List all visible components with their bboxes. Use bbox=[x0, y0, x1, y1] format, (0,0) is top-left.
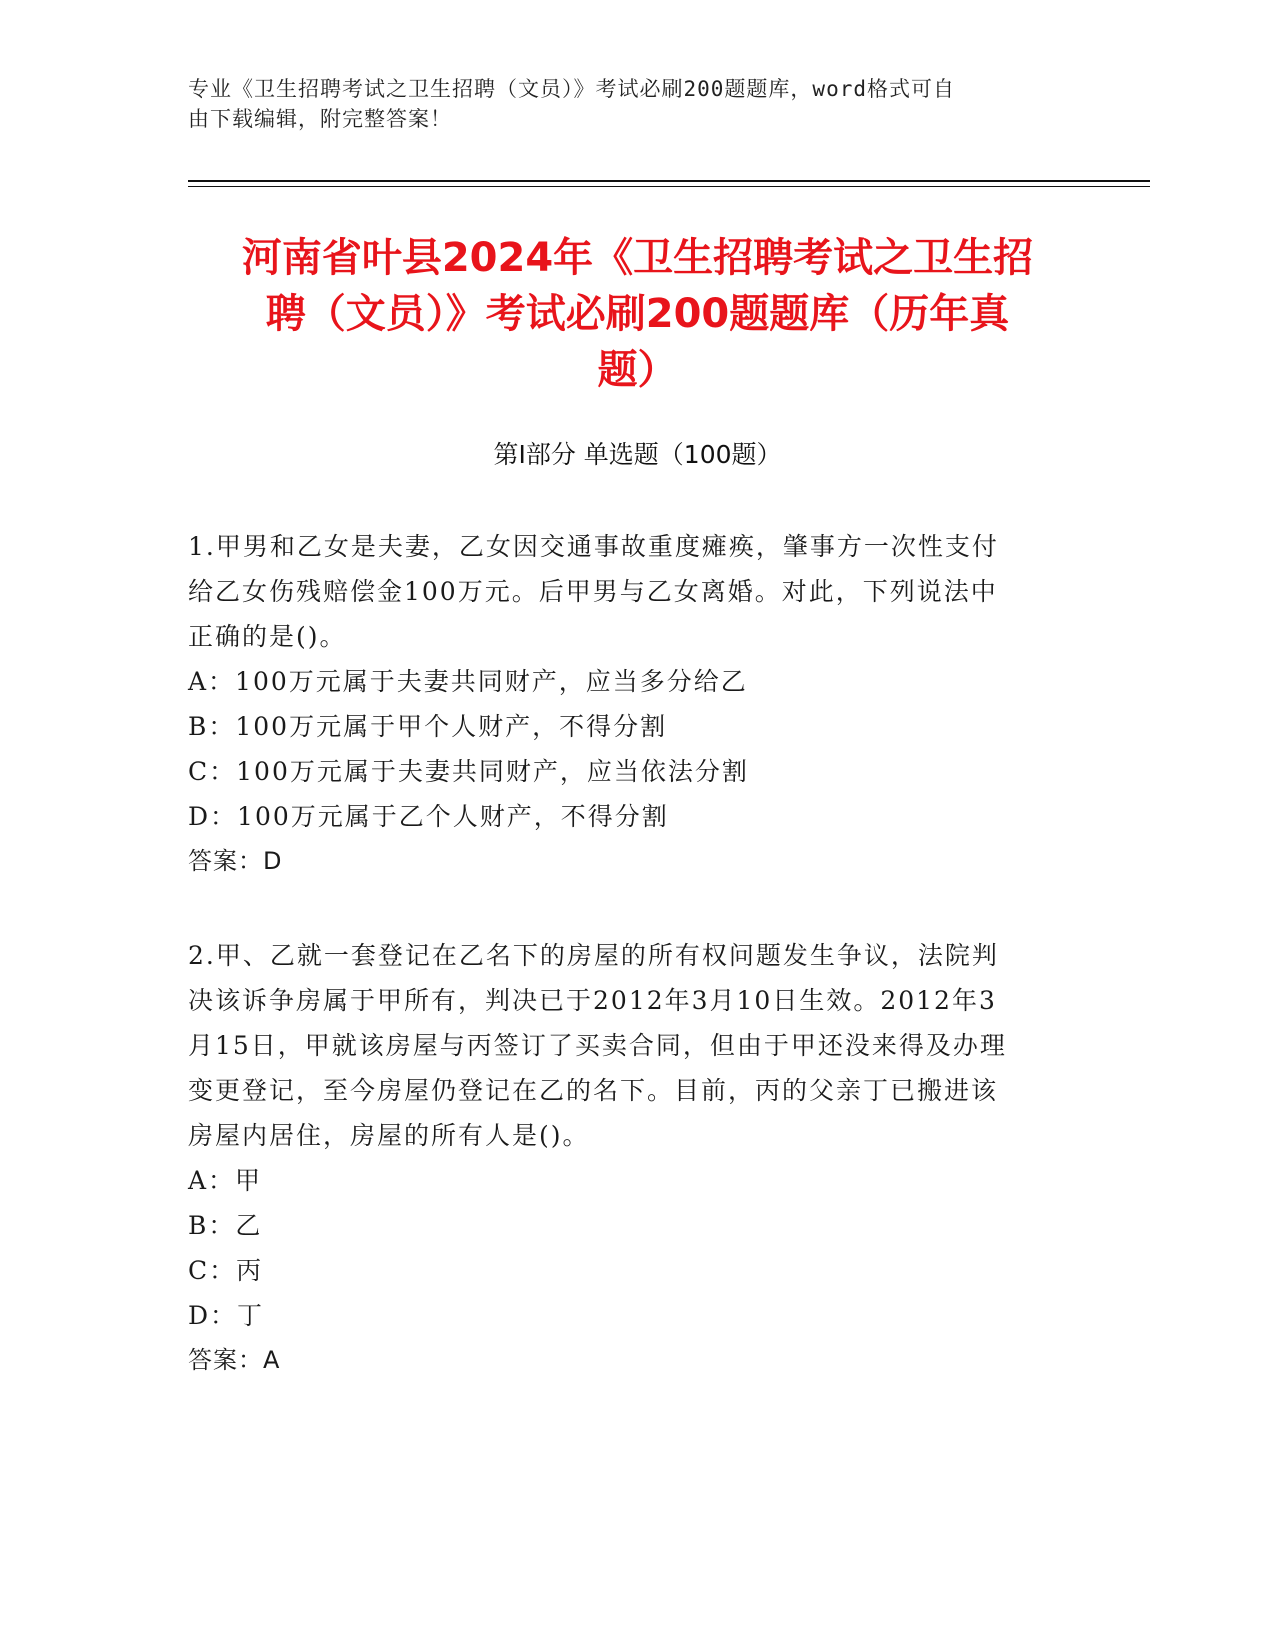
question-stem-line: 变更登记，至今房屋仍登记在乙的名下。目前，丙的父亲丁已搬进该 bbox=[188, 1076, 999, 1105]
title-line-1: 河南省叶县2024年《卫生招聘考试之卫生招 bbox=[241, 235, 1034, 281]
option-b: B：100万元属于甲个人财产，不得分割 bbox=[188, 712, 668, 741]
header-rule-thin bbox=[188, 186, 1150, 187]
question-2 bbox=[188, 933, 1068, 1383]
option-a: A：100万元属于夫妻共同财产，应当多分给乙 bbox=[188, 667, 748, 696]
document-title bbox=[180, 230, 1095, 398]
question-stem-line: 正确的是()。 bbox=[188, 622, 347, 651]
answer-text: 答案：A bbox=[188, 1346, 281, 1374]
section-heading: 第Ⅰ部分 单选题（100题） bbox=[493, 440, 782, 469]
question-stem-line: 1.甲男和乙女是夫妻，乙女因交通事故重度瘫痪，肇事方一次性支付 bbox=[188, 532, 999, 561]
title-line-3: 题） bbox=[597, 347, 678, 393]
option-c: C：100万元属于夫妻共同财产，应当依法分割 bbox=[188, 757, 749, 786]
question-stem-line: 给乙女伤残赔偿金100万元。后甲男与乙女离婚。对此，下列说法中 bbox=[188, 577, 998, 606]
option-b: B：乙 bbox=[188, 1211, 263, 1240]
option-a: A：甲 bbox=[188, 1166, 263, 1195]
title-line-2: 聘（文员）》考试必刷200题题库（历年真 bbox=[265, 291, 1010, 337]
question-stem-line: 决该诉争房属于甲所有，判决已于2012年3月10日生效。2012年3 bbox=[188, 986, 997, 1015]
question-stem-line: 2.甲、乙就一套登记在乙名下的房屋的所有权问题发生争议，法院判 bbox=[188, 941, 999, 970]
question-1 bbox=[188, 524, 1068, 884]
intro-line-1: 专业《卫生招聘考试之卫生招聘（文员）》考试必刷200题题库，word格式可自 bbox=[188, 77, 955, 101]
intro-text bbox=[188, 74, 1068, 134]
header-rule-thick bbox=[188, 180, 1150, 182]
question-stem-line: 月15日，甲就该房屋与丙签订了买卖合同，但由于甲还没来得及办理 bbox=[188, 1031, 1007, 1060]
option-d: D：丁 bbox=[188, 1301, 265, 1330]
intro-line-2: 由下载编辑，附完整答案！ bbox=[188, 107, 452, 131]
option-d: D：100万元属于乙个人财产，不得分割 bbox=[188, 802, 669, 831]
question-stem-line: 房屋内居住，房屋的所有人是()。 bbox=[188, 1121, 590, 1150]
option-c: C：丙 bbox=[188, 1256, 264, 1285]
answer-text: 答案：D bbox=[188, 847, 283, 875]
